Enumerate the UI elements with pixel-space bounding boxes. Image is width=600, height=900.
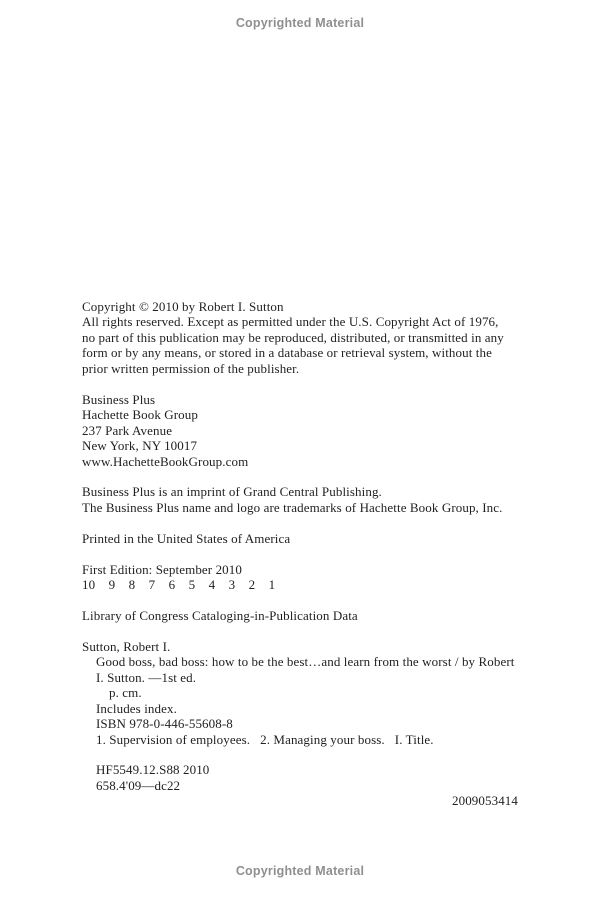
print-run-numbers: 10 9 8 7 6 5 4 3 2 1 (82, 577, 276, 593)
trademark-line: The Business Plus name and logo are trademarks of Hachette Book Group, Inc. (82, 499, 503, 515)
copyrighted-material-watermark-bottom: Copyrighted Material (235, 864, 365, 878)
rights-line: form or by any means, or stored in a database or retrieval system, without the (82, 345, 492, 361)
index-note: Includes index. (96, 700, 177, 716)
dewey-number: 658.4'09—dc22 (96, 777, 181, 793)
isbn-line: ISBN 978-0-446-55608-8 (96, 716, 233, 732)
copyright-page-text (82, 299, 518, 809)
pagination-entry: p. cm. (109, 685, 142, 701)
author-entry: Sutton, Robert I. (82, 638, 171, 654)
edition-line: First Edition: September 2010 (82, 561, 242, 577)
copyright-notice (82, 299, 518, 376)
printed-in-line: Printed in the United States of America (82, 530, 291, 546)
lc-call-number: HF5549.12.S88 2010 (96, 762, 210, 778)
loc-heading (82, 608, 518, 623)
publisher-city: New York, NY 10017 (82, 438, 198, 454)
rights-line: All rights reserved. Except as permitted under the U.S. Copyright Act of 1976, (82, 314, 499, 330)
printed-in-statement (82, 531, 518, 546)
rights-line: no part of this publication may be reproduced, distributed, or transmitted in any (82, 329, 504, 345)
imprint-line: Business Plus is an imprint of Grand Central Publishing. (82, 484, 382, 500)
loc-heading-line: Library of Congress Cataloging-in-Publication Data (82, 607, 358, 623)
title-entry: Good boss, bad boss: how to be the best…and learn from the worst / by Robert (96, 654, 515, 670)
publisher-street: 237 Park Avenue (82, 422, 173, 438)
imprint-note (82, 484, 518, 515)
rights-line: prior written permission of the publisher. (82, 360, 300, 376)
title-entry-cont: I. Sutton. —1st ed. (96, 669, 197, 685)
publisher-name: Hachette Book Group (82, 407, 198, 423)
subject-headings: 1. Supervision of employees. 2. Managing your boss. I. Title. (96, 731, 434, 747)
cataloging-entry (82, 639, 518, 747)
copyright-line: Copyright © 2010 by Robert I. Sutton (82, 299, 284, 314)
publisher-website: www.HachetteBookGroup.com (82, 453, 249, 469)
edition-block (82, 562, 518, 593)
call-number-block (82, 762, 518, 808)
loc-control-number: 2009053414 (452, 793, 518, 809)
copyrighted-material-watermark-top: Copyrighted Material (235, 16, 365, 30)
publisher-imprint-name: Business Plus (82, 391, 156, 407)
publisher-address (82, 392, 518, 469)
